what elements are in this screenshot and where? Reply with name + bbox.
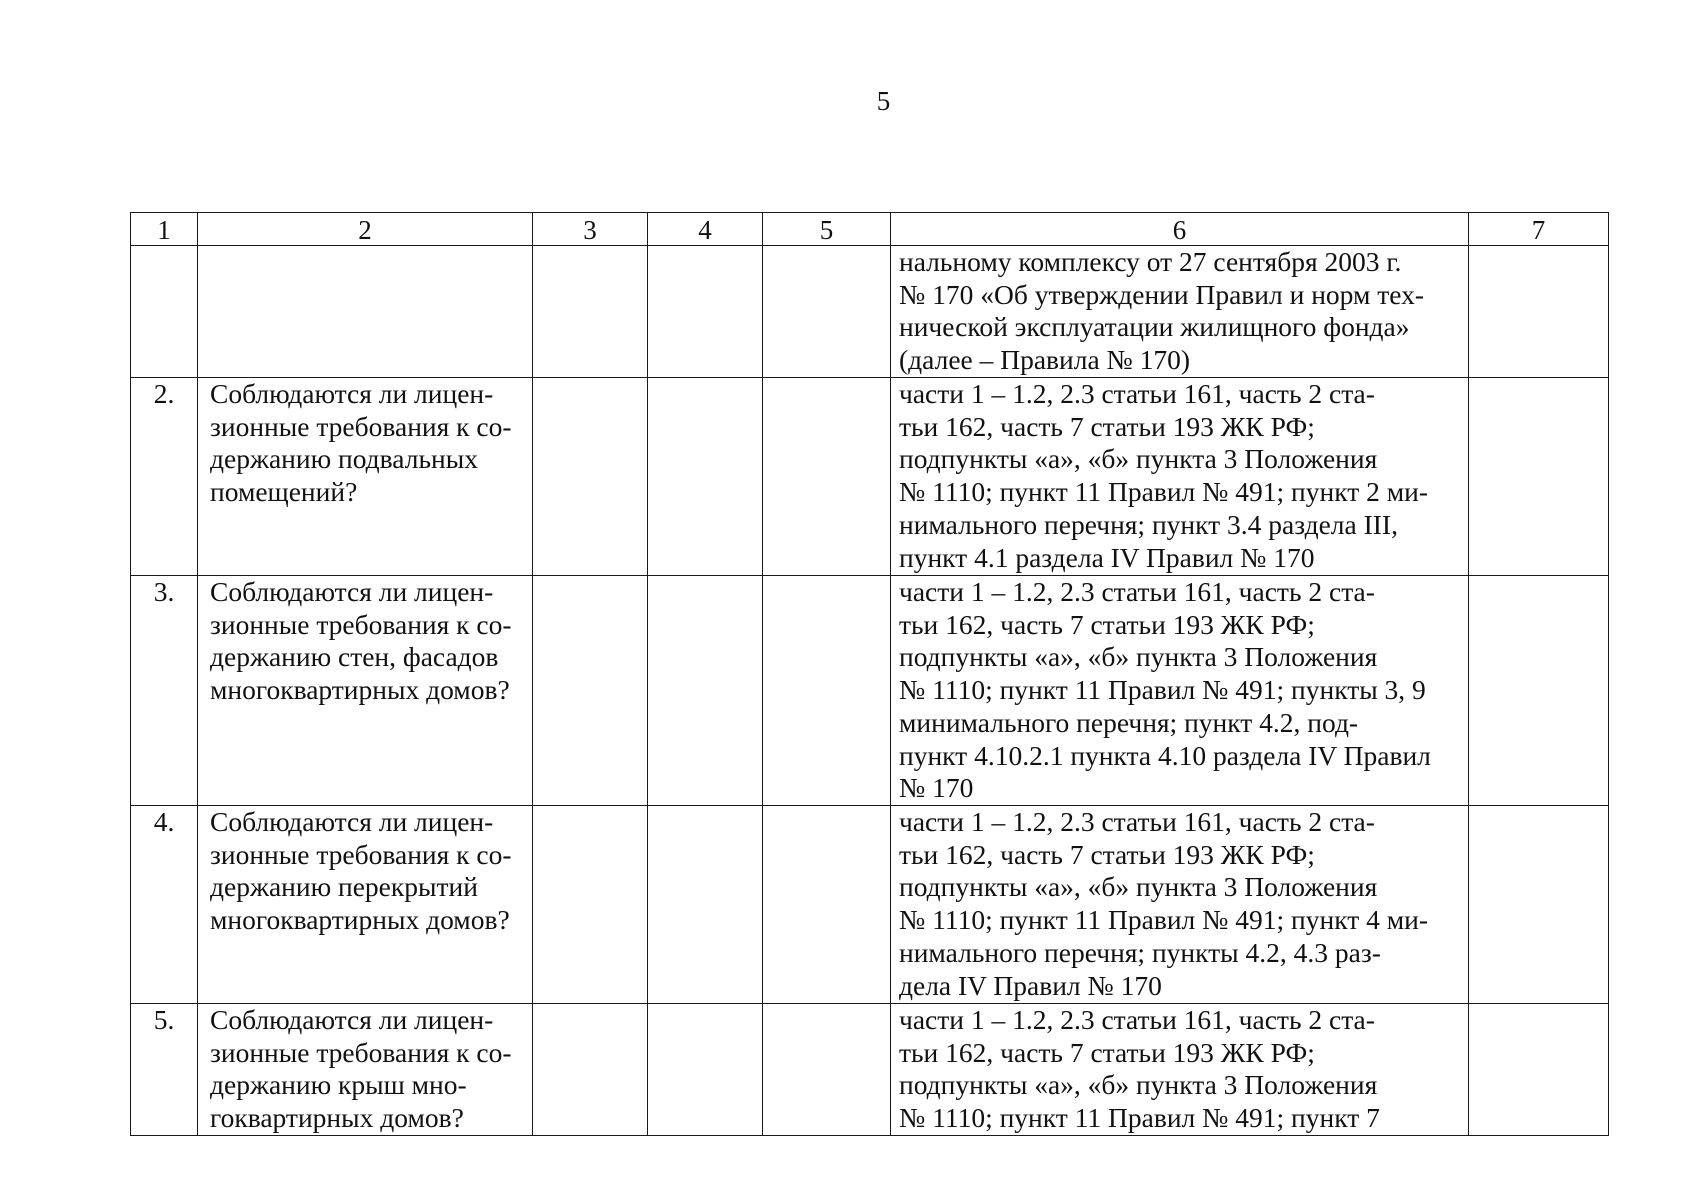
cell-col-5 [763,378,891,576]
reference-line: тьи 162, часть 7 статьи 193 ЖК РФ; [899,410,1315,442]
reference-line: подпункты «а», «б» пункта 3 Положения [899,871,1378,903]
header-col-3: 3 [533,213,648,246]
question-line: помещений? [210,476,358,508]
cell-num: 2. [131,378,198,576]
cell-question [198,576,533,806]
reference-line: № 170 «Об утверждении Правил и норм тех- [899,278,1425,310]
cell-col-5 [763,246,891,378]
cell-references [891,1004,1469,1136]
reference-line: нальному комплексу от 27 сентября 2003 г. [899,246,1402,277]
question-line: держанию перекрытий [210,871,478,903]
question-line: держанию стен, фасадов [210,641,499,673]
reference-line: № 1110; пункт 11 Правил № 491; пункты 3, 9 [899,674,1426,706]
reference-line: тьи 162, часть 7 статьи 193 ЖК РФ; [899,1036,1315,1068]
table-row [131,806,1609,1004]
header-col-5: 5 [763,213,891,246]
question-line: Соблюдаются ли лицен- [210,1004,494,1035]
question-line: зионные требования к со- [210,1036,512,1068]
cell-col-4 [648,246,763,378]
reference-line: № 1110; пункт 11 Правил № 491; пункт 2 ми- [899,476,1428,508]
table-row [131,1004,1609,1136]
cell-question [198,1004,533,1136]
cell-col-3 [533,1004,648,1136]
cell-col-7 [1469,576,1609,806]
reference-line: тьи 162, часть 7 статьи 193 ЖК РФ; [899,608,1315,640]
reference-line: дела IV Правил № 170 [899,969,1162,1001]
table-row-continuation [131,246,1609,378]
reference-line: № 1110; пункт 11 Правил № 491; пункт 7 [899,1102,1380,1134]
question-line: зионные требования к со- [210,608,512,640]
header-col-1: 1 [131,213,198,246]
header-col-6: 6 [891,213,1469,246]
cell-col-3 [533,806,648,1004]
question-line: Соблюдаются ли лицен- [210,806,494,837]
reference-line: нимального перечня; пункты 4.2, 4.3 раз- [899,936,1381,968]
cell-num: 5. [131,1004,198,1136]
cell-references [891,806,1469,1004]
reference-line: пункт 4.10.2.1 пункта 4.10 раздела IV Правил [899,739,1431,771]
cell-col-3 [533,378,648,576]
header-col-4: 4 [648,213,763,246]
reference-line: части 1 – 1.2, 2.3 статьи 161, часть 2 ста- [899,1004,1375,1035]
question-line: зионные требования к со- [210,838,512,870]
reference-line: (далее – Правила № 170) [899,344,1191,376]
cell-col-4 [648,806,763,1004]
cell-col-4 [648,378,763,576]
header-row [131,213,1609,246]
cell-references [891,246,1469,378]
cell-col-4 [648,1004,763,1136]
question-line: многоквартирных домов? [210,674,510,706]
cell-col-5 [763,576,891,806]
checklist-table [130,212,1609,1136]
reference-line: № 1110; пункт 11 Правил № 491; пункт 4 ми- [899,904,1428,936]
reference-line: подпункты «а», «б» пункта 3 Положения [899,443,1378,475]
cell-col-3 [533,576,648,806]
cell-num: 4. [131,806,198,1004]
reference-line: нической эксплуатации жилищного фонда» [899,311,1410,343]
cell-col-5 [763,1004,891,1136]
cell-num [131,246,198,378]
reference-line: подпункты «а», «б» пункта 3 Положения [899,641,1378,673]
cell-col-4 [648,576,763,806]
cell-col-7 [1469,246,1609,378]
reference-line: части 1 – 1.2, 2.3 статьи 161, часть 2 ста- [899,378,1375,409]
question-line: многоквартирных домов? [210,904,510,936]
table-row [131,576,1609,806]
question-line: Соблюдаются ли лицен- [210,378,494,409]
header-col-2: 2 [198,213,533,246]
cell-col-3 [533,246,648,378]
cell-num: 3. [131,576,198,806]
cell-question [198,246,533,378]
reference-line: тьи 162, часть 7 статьи 193 ЖК РФ; [899,838,1315,870]
cell-question [198,806,533,1004]
cell-col-7 [1469,806,1609,1004]
reference-line: части 1 – 1.2, 2.3 статьи 161, часть 2 ста- [899,806,1375,837]
question-line: Соблюдаются ли лицен- [210,576,494,607]
reference-line: части 1 – 1.2, 2.3 статьи 161, часть 2 ста- [899,576,1375,607]
reference-line: № 170 [899,772,974,804]
question-line: держанию крыш мно- [210,1069,467,1101]
cell-references [891,576,1469,806]
cell-references [891,378,1469,576]
cell-col-7 [1469,1004,1609,1136]
cell-col-5 [763,806,891,1004]
reference-line: пункт 4.1 раздела IV Правил № 170 [899,541,1315,573]
table-row [131,378,1609,576]
reference-line: минимального перечня; пункт 4.2, под- [899,706,1359,738]
page-number: 5 [876,86,891,116]
question-line: гоквартирных домов? [210,1102,464,1134]
reference-line: подпункты «а», «б» пункта 3 Положения [899,1069,1378,1101]
cell-question [198,378,533,576]
question-line: держанию подвальных [210,443,478,475]
question-line: зионные требования к со- [210,410,512,442]
cell-col-7 [1469,378,1609,576]
reference-line: нимального перечня; пункт 3.4 раздела III, [899,508,1398,540]
header-col-7: 7 [1469,213,1609,246]
